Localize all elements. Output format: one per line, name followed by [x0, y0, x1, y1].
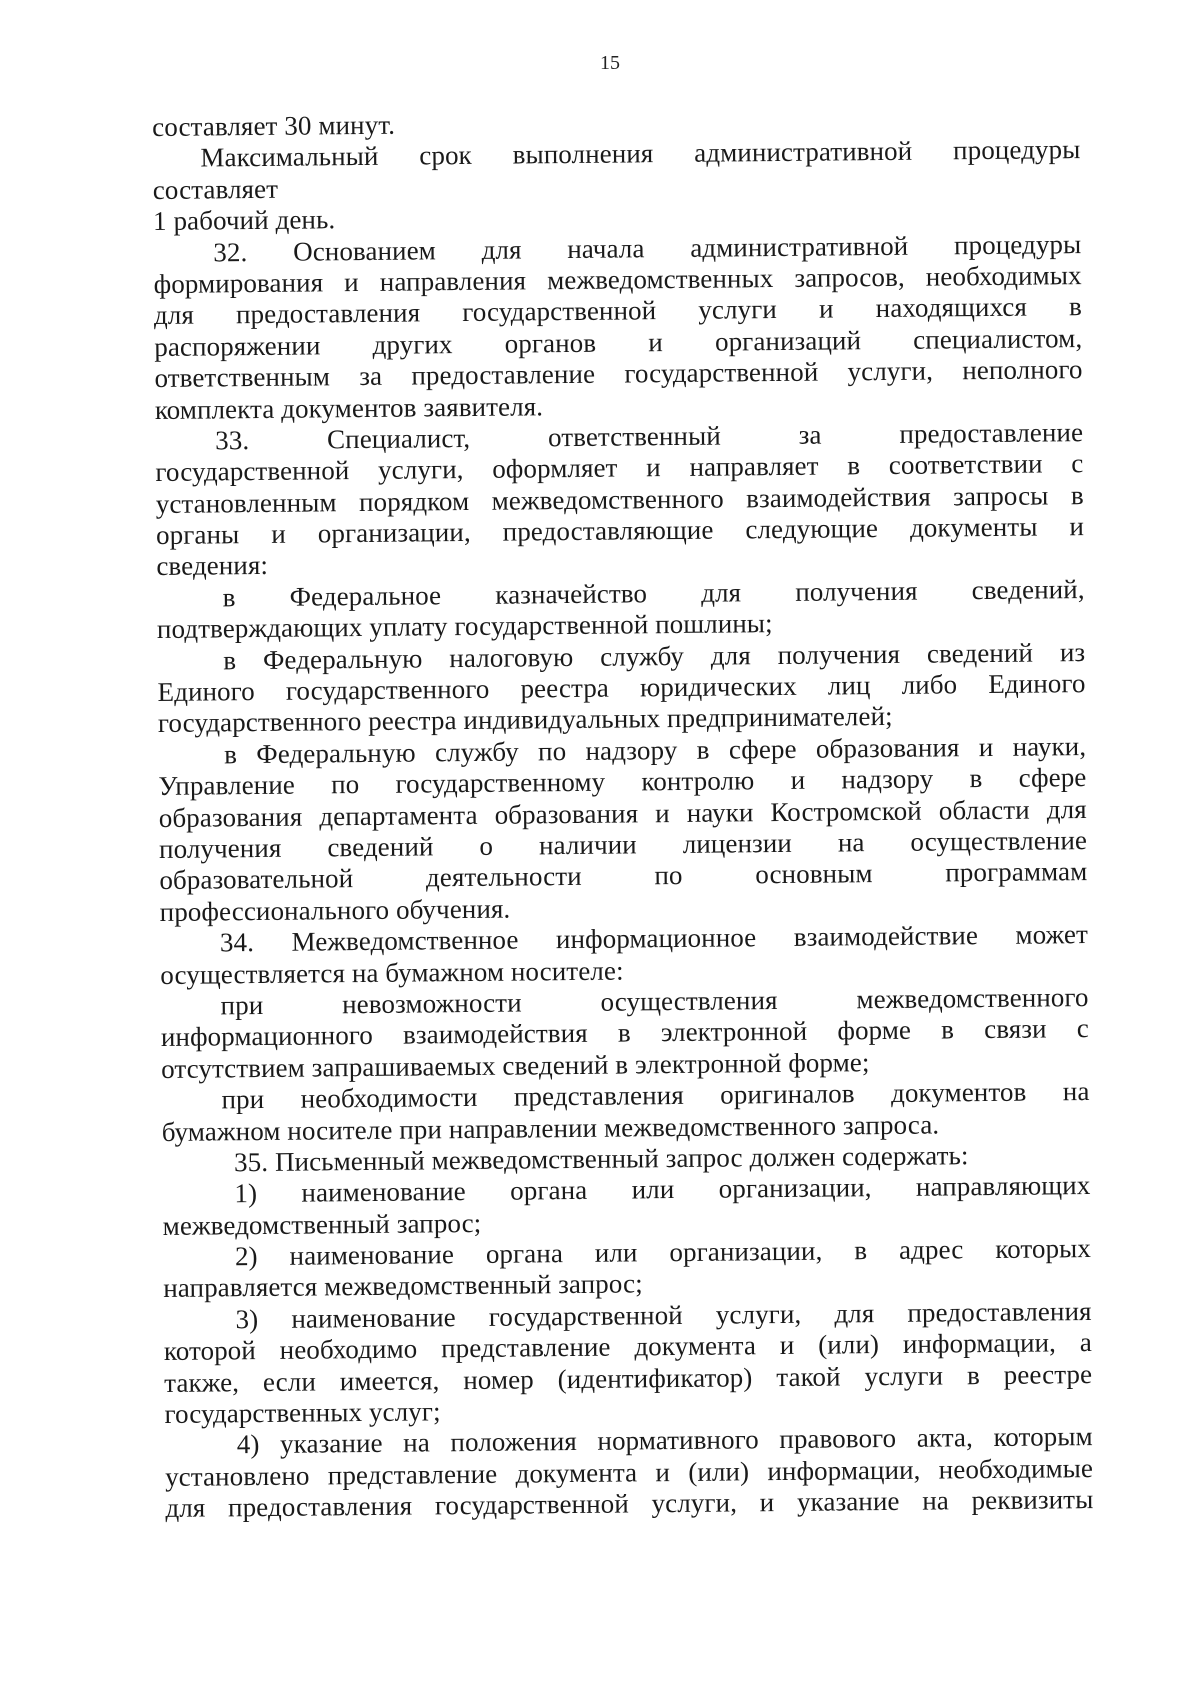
text-line: составляет: [152, 173, 279, 205]
text-line: 1 рабочий день.: [152, 204, 336, 237]
text-line: 3) наименование государственной услуги, для предоставления: [235, 1295, 1092, 1335]
text-line: 1) наименование органа или организации, направляющих: [234, 1170, 1091, 1209]
text-line: направляется межведомственный запрос;: [163, 1268, 643, 1304]
text-line: установленным порядком межведомственного взаимодействия запросы в: [155, 479, 1084, 519]
text-line: 2) наименование органа или организации, в адрес которых: [234, 1233, 1092, 1272]
text-line: Максимальный срок выполнения административной процедуры: [200, 134, 1081, 173]
text-line: при невозможности осуществления межведомственного: [220, 981, 1089, 1021]
text-line: межведомственный запрос;: [162, 1207, 482, 1241]
text-line: установлено представление документа и (или) информации, необходимые: [164, 1452, 1094, 1492]
text-line: получения сведений о наличии лицензии на осуществление: [158, 825, 1088, 864]
text-line: бумажном носителе при направлении межведомственного запроса.: [161, 1108, 940, 1147]
text-line: комплекта документов заявителя.: [154, 390, 544, 425]
text-line: в Федеральную налоговую службу для получения сведений из: [223, 636, 1086, 675]
text-line: Управление по государственному контролю и надзору в сфере: [158, 762, 1087, 802]
text-line: осуществляется на бумажном носителе:: [160, 955, 624, 990]
text-line: государственного реестра индивидуальных предпринимателей;: [157, 701, 893, 739]
text-line: профессионального обучения.: [159, 893, 511, 927]
text-line: информационного взаимодействия в электронной форме в связи с: [160, 1013, 1089, 1053]
text-line: формирования и направления межведомственных запросов, необходимых: [153, 260, 1082, 299]
text-line: в Федеральную службу по надзору в сфере образования и науки,: [224, 730, 1087, 770]
text-line: Единого государственного реестра юридических лиц либо Единого: [157, 668, 1086, 708]
text-line: 34. Межведомственное информационное взаимодействие может: [219, 919, 1089, 958]
page-number: 15: [600, 52, 620, 74]
text-line: составляет 30 минут.: [152, 109, 396, 142]
text-line: образовательной деятельности по основным программам: [159, 856, 1088, 896]
text-line: государственных услуг;: [164, 1396, 441, 1429]
text-line: для предоставления государственной услуги, и указание на реквизиты: [165, 1484, 1094, 1524]
text-line: ответственным за предоставление государственной услуги, неполного: [154, 354, 1083, 394]
text-line: которой необходимо представление документа и (или) информации, а: [163, 1327, 1092, 1367]
text-line: государственной услуги, оформляет и направляет в соответствии с: [155, 448, 1084, 488]
document-body: [152, 103, 1094, 1524]
text-line: отсутствием запрашиваемых сведений в электронной форме;: [161, 1046, 870, 1084]
text-line: 4) указание на положения нормативного правового акта, которым: [236, 1421, 1093, 1460]
text-line: в Федеральное казначейство для получения сведений,: [222, 573, 1085, 613]
text-line: 33. Специалист, ответственный за предоставление: [215, 416, 1084, 456]
text-line: 35. Письменный межведомственный запрос должен содержать:: [233, 1140, 969, 1178]
text-line: также, если имеется, номер (идентификатор) такой услуги в реестре: [164, 1358, 1093, 1398]
text-line: распоряжении других органов и организаций специалистом,: [154, 322, 1083, 362]
text-line: образования департамента образования и науки Костромской области для: [158, 793, 1087, 833]
text-line: при необходимости представления оригиналов документов на: [221, 1076, 1090, 1115]
text-line: сведения:: [156, 550, 269, 582]
text-line: 32. Основанием для начала административной процедуры: [213, 228, 1082, 267]
text-line: для предоставления государственной услуги и находящихся в: [153, 291, 1083, 331]
text-line: органы и организации, предоставляющие следующие документы и: [155, 511, 1085, 551]
text-line: подтверждающих уплату государственной пошлины;: [156, 608, 773, 645]
